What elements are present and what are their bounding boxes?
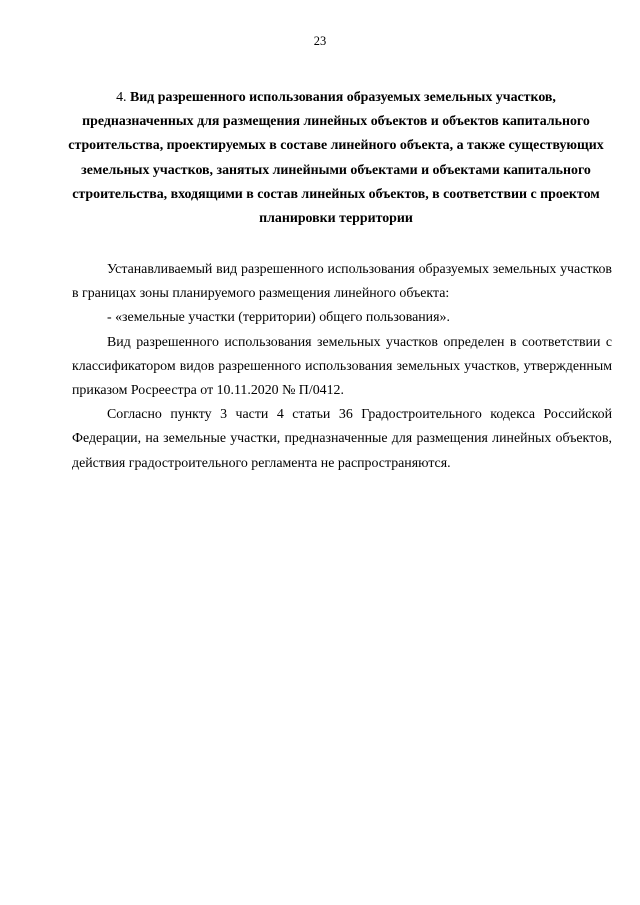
paragraph-classifier: Вид разрешенного использования земельных участков определен в соответствии с классификатором видов разрешенного использования земельных участков, утвержденным приказом Росреестра от 10.11.2020 № П/0412. bbox=[72, 334, 612, 399]
section-heading bbox=[60, 86, 612, 231]
paragraph-list-item: - «земельные участки (территории) общего пользования». bbox=[107, 310, 450, 326]
section-number: 4. bbox=[116, 90, 127, 105]
document-body bbox=[72, 258, 612, 476]
section-title: Вид разрешенного использования образуемых земельных участков, предназначенных для размещения линейных объектов и объектов капитального строительства, проектируемых в составе линейного объекта, а также существующих земельных участков, занятых линейными объектами и объектами капитального строительства, входящими в состав линейных объектов, в соответствии с проектом планировки территории bbox=[68, 90, 604, 227]
page-number: 23 bbox=[313, 34, 327, 48]
paragraph-regulation: Согласно пункту 3 части 4 статьи 36 Градостроительного кодекса Российской Федерации, на земельные участки, предназначенные для размещения линейных объектов, действия градостроительного регламента не распространяются. bbox=[72, 407, 612, 471]
paragraph-land-use: Устанавливаемый вид разрешенного использования образуемых земельных участков в границах зоны планируемого размещения линейного объекта: bbox=[72, 262, 612, 302]
